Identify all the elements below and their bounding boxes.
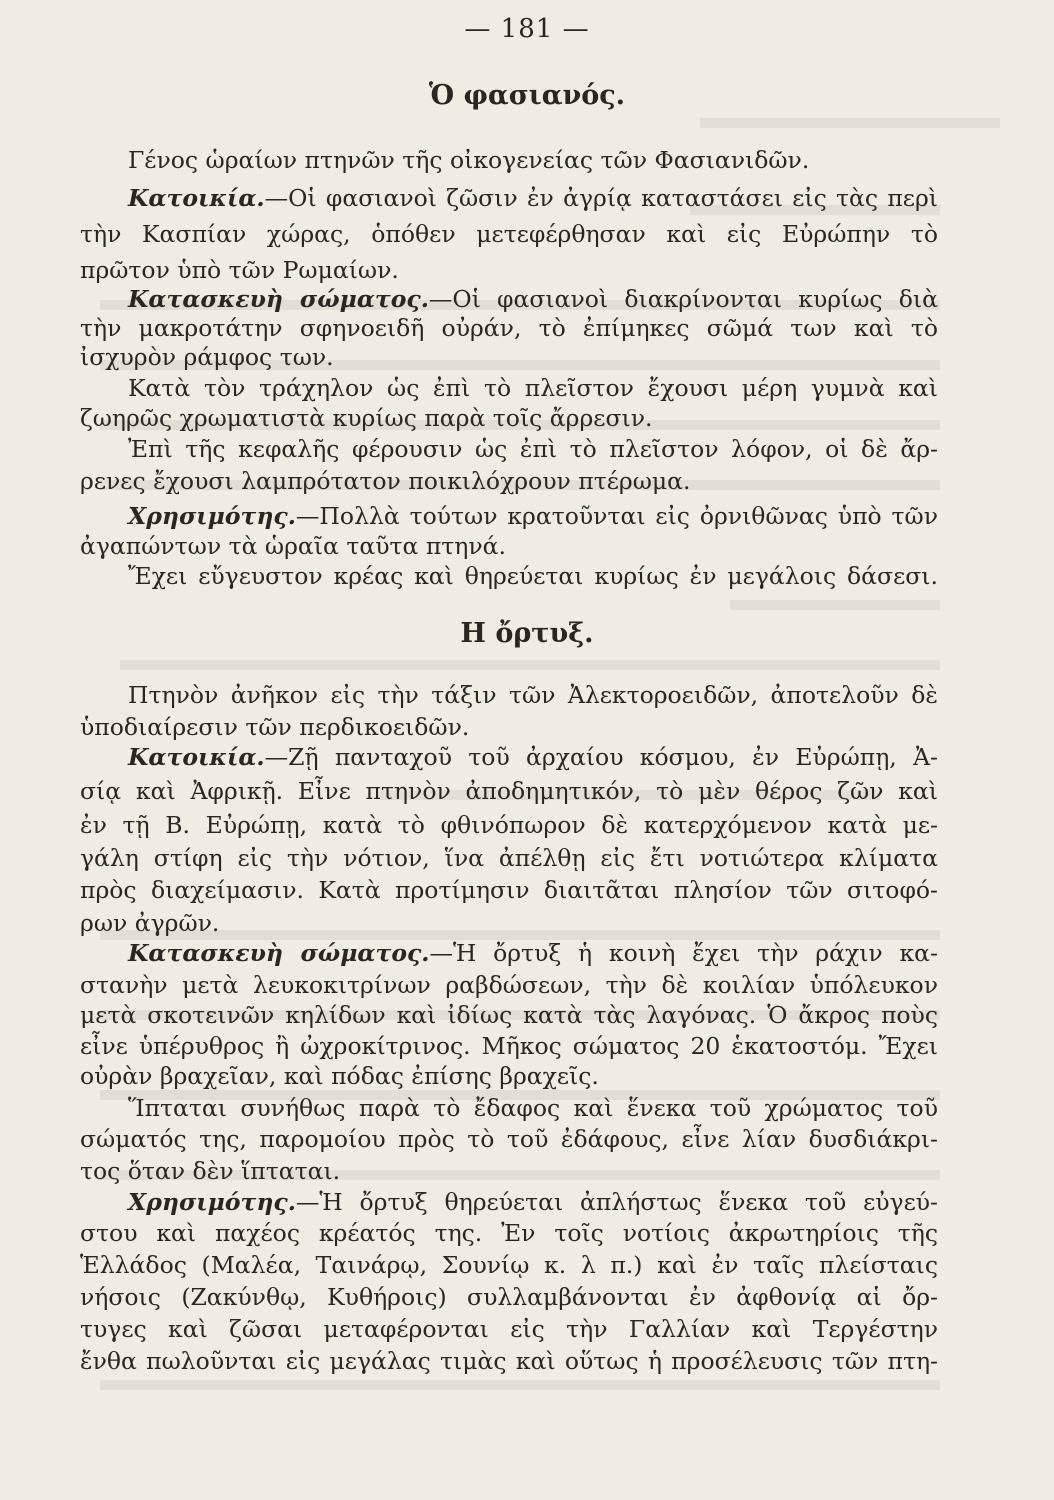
paragraph-line: Ἑλλάδος (Μαλέα, Ταινάρῳ, Σουνίῳ κ. λ π.) καὶ ἐν ταῖς πλείσταις — [80, 1251, 938, 1279]
paragraph-line: ὑποδιαίρεσιν τῶν περδικοειδῶν. — [80, 713, 470, 741]
paragraph-line: γάλη στίφη εἰς τὴν νότιον, ἵνα ἀπέλθῃ εἰς ἔτι νοτιώτερα κλίματα — [80, 844, 938, 872]
inline-heading: Χρησιμότης. — [128, 502, 296, 530]
paragraph-line: τυγες καὶ ζῶσαι μεταφέρονται εἰς τὴν Γαλλίαν καὶ Τεργέστην — [80, 1315, 938, 1343]
section-title-pheasant: Ὁ φασιανός. — [428, 80, 626, 111]
paragraph-line: Κατὰ τὸν τράχηλον ὡς ἐπὶ τὸ πλεῖστον ἔχουσι μέρη γυμνὰ καὶ — [128, 374, 938, 402]
paragraph-line: Κατοικία.—Οἱ φασιανοὶ ζῶσιν ἐν ἀγρίᾳ καταστάσει εἰς τὰς περὶ — [128, 184, 938, 212]
inline-heading: Κατασκευὴ σώματος. — [128, 285, 429, 313]
paragraph-line: Ἵπταται συνήθως παρὰ τὸ ἔδαφος καὶ ἕνεκα τοῦ χρώματος τοῦ — [128, 1094, 938, 1122]
paragraph-line: Γένος ὡραίων πτηνῶν τῆς οἰκογενείας τῶν Φασιανιδῶν. — [128, 146, 810, 174]
paragraph-line: Χρησιμότης.—Ἡ ὄρτυξ θηρεύεται ἀπλήστως ἕνεκα τοῦ εὐγεύ- — [128, 1188, 938, 1216]
paragraph-line: Ἔχει εὔγευστον κρέας καὶ θηρεύεται κυρίως ἐν μεγάλοις δάσεσι. — [128, 562, 938, 590]
paragraph-line: οὐρὰν βραχεῖαν, καὶ πόδας ἐπίσης βραχεῖς. — [80, 1062, 599, 1090]
paragraph-line: νήσοις (Ζακύνθῳ, Κυθήροις) συλλαμβάνονται ἐν ἀφθονίᾳ αἱ ὄρ- — [80, 1283, 938, 1311]
paragraph-line: τὴν μακροτάτην σφηνοειδῆ οὐράν, τὸ ἐπίμηκες σῶμά των καὶ τὸ — [80, 314, 938, 342]
paragraph-line: ρενες ἔχουσι λαμπρότατον ποικιλόχρουν πτέρωμα. — [80, 467, 691, 495]
paragraph-line: μετὰ σκοτεινῶν κηλίδων καὶ ἰδίως κατὰ τὰς λαγόνας. Ὁ ἄκρος ποὺς — [80, 1001, 938, 1029]
section-title-quail: Η ὄρτυξ. — [460, 618, 594, 649]
paragraph-line: τος ὅταν δὲν ἵπταται. — [80, 1157, 341, 1185]
paragraph-line: πρῶτον ὑπὸ τῶν Ρωμαίων. — [80, 256, 399, 284]
paragraph-line: ἐν τῇ Β. Εὐρώπῃ, κατὰ τὸ φθινόπωρον δὲ κατερχόμενον κατὰ με- — [80, 811, 938, 839]
paragraph-line: στανὴν μετὰ λευκοκιτρίνων ραβδώσεων, τὴν δὲ κοιλίαν ὑπόλευκον — [80, 971, 938, 999]
inline-heading: Κατασκευὴ σώματος. — [128, 939, 430, 967]
paragraph-line: σίᾳ καὶ Ἀφρικῇ. Εἶνε πτηνὸν ἀποδημητικόν, τὸ μὲν θέρος ζῶν καὶ — [80, 777, 938, 805]
inline-heading: Κατοικία. — [128, 743, 265, 771]
paragraph-line: σώματός της, παρομοίου πρὸς τὸ τοῦ ἐδάφους, εἶνε λίαν δυσδιάκρι- — [80, 1125, 938, 1153]
inline-heading: Κατοικία. — [128, 184, 265, 212]
page-number: — 181 — — [464, 14, 590, 44]
paragraph-line: ρων ἀγρῶν. — [80, 909, 220, 937]
paragraph-line: ἔνθα πωλοῦνται εἰς μεγάλας τιμὰς καὶ οὕτως ἡ προσέλευσις τῶν πτη- — [80, 1347, 938, 1375]
paragraph-line: ἰσχυρὸν ράμφος των. — [80, 343, 334, 371]
paragraph-line: Κατοικία.—Ζῇ πανταχοῦ τοῦ ἀρχαίου κόσμου, ἐν Εὐρώπῃ, Ἀ- — [128, 743, 938, 771]
paragraph-line: Πτηνὸν ἀνῆκον εἰς τὴν τάξιν τῶν Ἀλεκτοροειδῶν, ἀποτελοῦν δὲ — [128, 681, 938, 709]
paragraph-line: Κατασκευὴ σώματος.—Ἡ ὄρτυξ ἡ κοινὴ ἔχει τὴν ράχιν κα- — [128, 939, 938, 967]
paragraph-line: Ἐπὶ τῆς κεφαλῆς φέρουσιν ὡς ἐπὶ τὸ πλεῖστον λόφον, οἱ δὲ ἄρ- — [128, 435, 938, 463]
paragraph-line: τὴν Κασπίαν χώρας, ὁπόθεν μετεφέρθησαν καὶ εἰς Εὐρώπην τὸ — [80, 220, 938, 248]
paragraph-line: Κατασκευὴ σώματος.—Οἱ φασιανοὶ διακρίνονται κυρίως διὰ — [128, 285, 938, 313]
paragraph-line: Χρησιμότης.—Πολλὰ τούτων κρατοῦνται εἰς ὀρνιθῶνας ὑπὸ τῶν — [128, 502, 938, 530]
paragraph-line: ζωηρῶς χρωματιστὰ κυρίως παρὰ τοῖς ἄρρεσιν. — [80, 404, 653, 432]
paragraph-line: πρὸς διαχείμασιν. Κατὰ προτίμησιν διαιτᾶται πλησίον τῶν σιτοφό- — [80, 876, 938, 904]
paragraph-line: εἶνε ὑπέρυθρος ἢ ὠχροκίτρινος. Μῆκος σώματος 20 ἑκατοστόμ. Ἔχει — [80, 1032, 938, 1060]
paragraph-line: ἀγαπώντων τὰ ὡραῖα ταῦτα πτηνά. — [80, 532, 506, 560]
inline-heading: Χρησιμότης. — [128, 1188, 296, 1216]
paragraph-line: στου καὶ παχέος κρέατός της. Ἐν τοῖς νοτίοις ἀκρωτηρίοις τῆς — [80, 1219, 938, 1247]
